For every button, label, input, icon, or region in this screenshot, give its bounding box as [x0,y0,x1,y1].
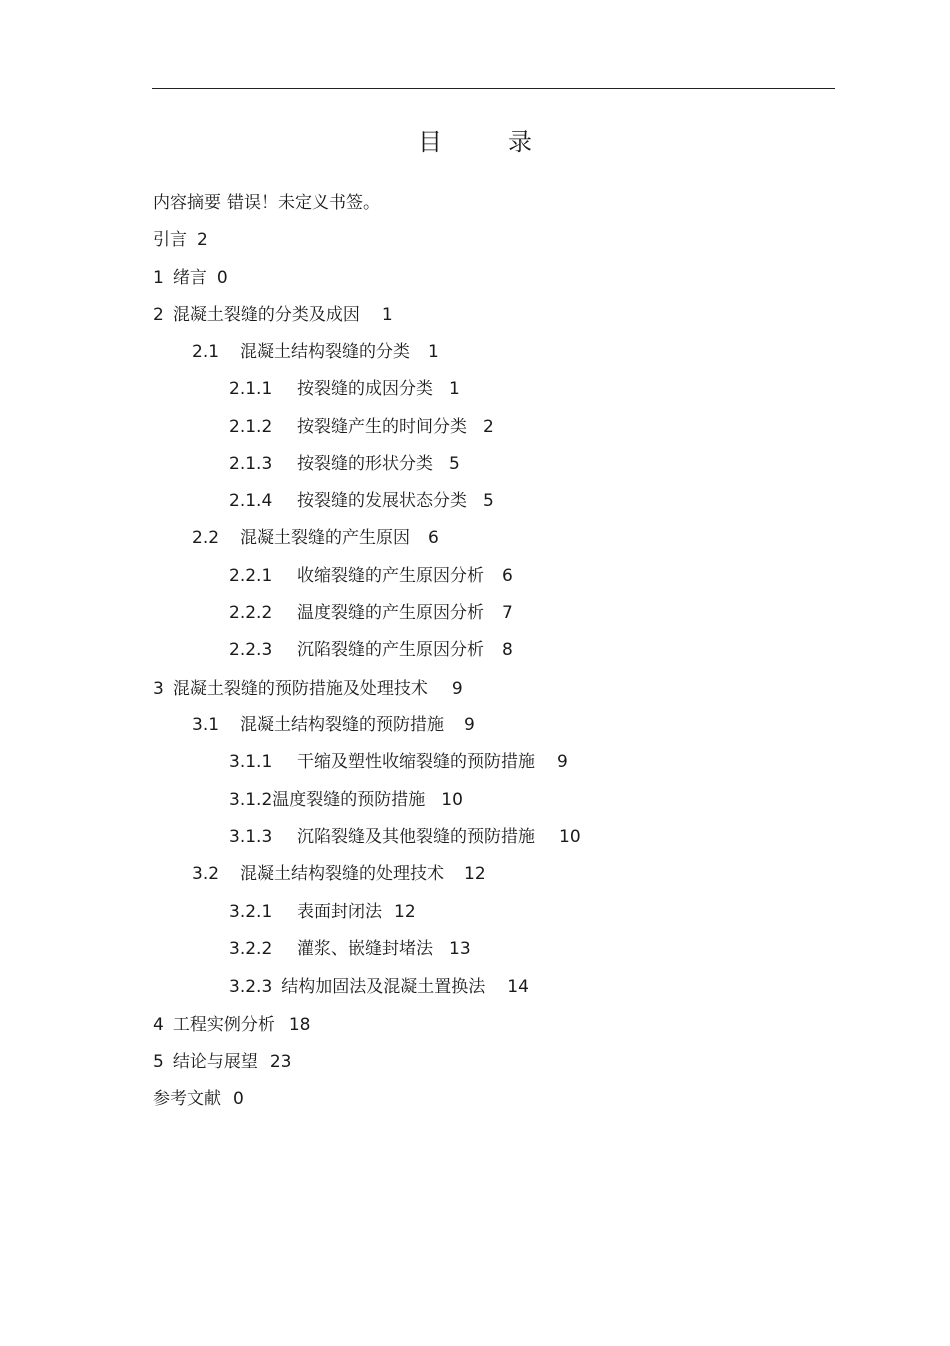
toc-entry-page: 1 [428,342,439,362]
toc-entry-text: 内容摘要 [153,193,221,213]
toc-entry-page: 13 [449,939,471,959]
toc-entry-page: 9 [451,679,463,699]
toc-entry-page: 14 [507,977,529,997]
toc-entry-num: 2.1.2 [229,417,273,437]
toc-entry-text: 按裂缝的形状分类 [297,454,433,474]
toc-entry[interactable] [229,602,513,624]
toc-entry-page: 错误！未定义书签。 [227,193,380,213]
toc-entry[interactable] [153,1088,244,1110]
toc-entry-num: 3.1.3 [229,827,273,847]
toc-entry-num: 3 [153,679,164,699]
toc-entry-text: 沉陷裂缝及其他裂缝的预防措施 [297,827,535,847]
toc-entry-text: 混凝土结构裂缝的预防措施 [240,715,444,735]
toc-entry[interactable] [192,714,475,736]
toc-entry-text: 结论与展望 [172,1052,258,1072]
toc-entry-num: 4 [153,1015,164,1035]
toc-entry-num: 3.1.2 [229,790,273,810]
toc-entry-num: 3.2 [192,864,220,884]
toc-entry-text: 结构加固法及混凝土置换法 [281,977,486,997]
toc-entry-num: 2.1 [192,342,220,362]
toc-entry[interactable] [229,378,460,400]
toc-entry[interactable] [153,304,393,326]
toc-entry-text: 混凝土裂缝的分类及成因 [172,305,360,325]
toc-entry[interactable] [229,901,416,923]
toc-entry[interactable] [192,341,439,363]
toc-entry[interactable] [229,416,494,438]
toc-entry-page: 2 [483,417,494,437]
toc-entry-page: 8 [502,640,513,660]
toc-entry-num: 2.2.2 [229,603,273,623]
toc-entry[interactable] [229,938,471,960]
toc-entry-num: 3.2.2 [229,939,273,959]
toc-entry-page: 12 [394,902,416,922]
toc-entry-text: 引言 [153,230,187,250]
toc-entry[interactable] [153,1014,310,1036]
toc-entry[interactable] [229,826,581,848]
toc-entry-text: 灌浆、嵌缝封堵法 [297,939,433,959]
toc-entry[interactable] [153,1051,291,1073]
toc-entry[interactable] [192,863,486,885]
toc-entry-num: 2.1.4 [229,491,273,511]
toc-entry-page: 7 [502,603,513,623]
toc-entry-text: 混凝土裂缝的产生原因 [240,528,410,548]
toc-entry-page: 23 [269,1052,292,1072]
toc-entry-text: 表面封闭法 [297,902,382,922]
toc-entry[interactable] [192,527,439,549]
toc-entry-text: 参考文献 [153,1089,221,1109]
toc-entry[interactable] [229,789,463,811]
toc-entry-page: 0 [233,1089,244,1109]
toc-entry-num: 2.1.1 [229,379,273,399]
toc-entry-text: 按裂缝的发展状态分类 [297,491,467,511]
toc-entry-num: 3.1.1 [229,752,273,772]
toc-entry-text: 温度裂缝的产生原因分析 [297,603,484,623]
toc-entry-num: 1 [153,268,164,288]
toc-entry-page: 1 [381,305,393,325]
toc-entry-text: 按裂缝的成因分类 [297,379,433,399]
toc-entry[interactable] [153,192,380,214]
toc-entry[interactable] [229,490,494,512]
toc-entry-text: 温度裂缝的预防措施 [272,790,426,810]
toc-entry-page: 12 [464,864,486,884]
toc-entry[interactable] [229,976,529,998]
toc-entry-page: 5 [483,491,494,511]
toc-entry-num: 2.2.3 [229,640,273,660]
header-rule [152,88,835,89]
toc-entry[interactable] [229,453,460,475]
toc-entry-text: 混凝土结构裂缝的分类 [240,342,410,362]
toc-entry-text: 沉陷裂缝的产生原因分析 [297,640,484,660]
toc-entry[interactable] [229,565,513,587]
toc-entry[interactable] [153,678,463,700]
toc-entry-page: 2 [197,230,208,250]
toc-entry-num: 2.1.3 [229,454,273,474]
toc-entry-text: 收缩裂缝的产生原因分析 [297,566,484,586]
toc-entry-num: 2 [153,305,164,325]
toc-entry-page: 6 [502,566,513,586]
toc-entry-num: 3.1 [192,715,220,735]
toc-entry-page: 5 [449,454,460,474]
toc-entry-page: 10 [559,827,581,847]
toc-entry-text: 工程实例分析 [172,1015,275,1035]
toc-entry-page: 10 [441,790,463,810]
toc-entry[interactable] [229,639,513,661]
toc-entry-text: 按裂缝产生的时间分类 [297,417,467,437]
toc-entry-page: 18 [288,1015,311,1035]
toc-entry-text: 混凝土结构裂缝的处理技术 [240,864,444,884]
toc-entry-page: 6 [428,528,439,548]
toc-entry-page: 0 [216,268,228,288]
toc-entry-page: 1 [449,379,460,399]
toc-entry-num: 3.2.3 [229,977,273,997]
toc-entry-num: 2.2.1 [229,566,273,586]
toc-entry[interactable] [153,267,228,289]
toc-entry-num: 5 [153,1052,164,1072]
toc-entry-text: 混凝土裂缝的预防措施及处理技术 [172,679,428,699]
toc-entry-text: 干缩及塑性收缩裂缝的预防措施 [297,752,535,772]
toc-entry[interactable] [153,229,208,251]
toc-entry[interactable] [229,751,568,773]
toc-entry-num: 2.2 [192,528,220,548]
page-title [0,122,950,157]
toc-entry-page: 9 [464,715,475,735]
title-char-1: 目 [418,128,442,156]
toc-entry-page: 9 [557,752,568,772]
toc-entry-num: 3.2.1 [229,902,273,922]
title-char-2: 录 [508,128,532,156]
toc-entry-text: 绪言 [172,268,207,288]
